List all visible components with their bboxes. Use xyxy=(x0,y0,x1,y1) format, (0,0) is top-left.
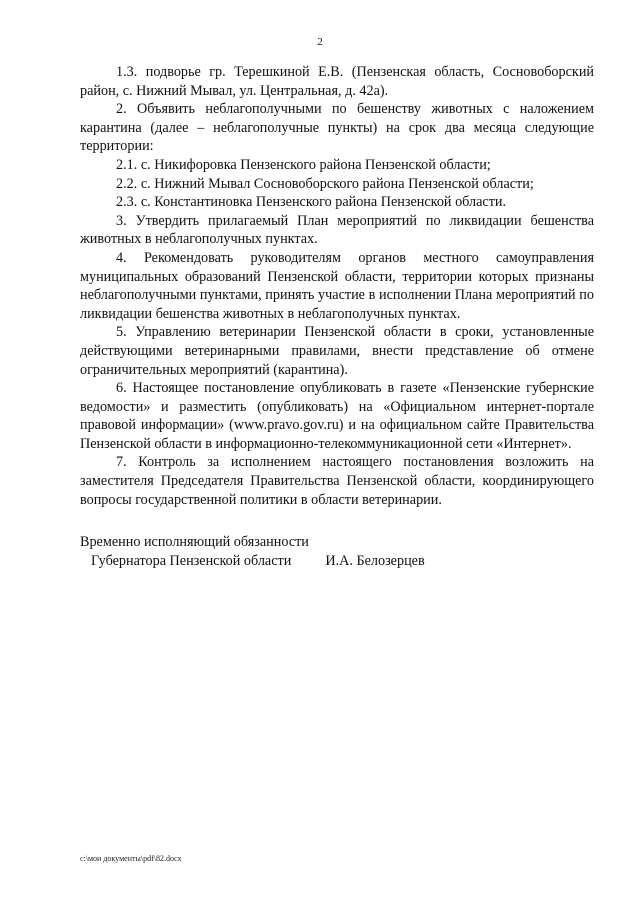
paragraph-3: 3. Утвердить прилагаемый План мероприятий по ликвидации бешенства животных в неблагополучных пунктах. xyxy=(80,212,594,248)
paragraph-7: 7. Контроль за исполнением настоящего постановления возложить на заместителя Председателя Правительства Пензенской области, координирующего вопросы государственной политики в области ветеринарии. xyxy=(80,454,594,508)
signature-position: Временно исполняющий обязанности xyxy=(80,534,309,550)
paragraph-2: 2. Объявить неблагополучными по бешенству животных с наложением карантина (далее – неблагополучные пункты) на срок два месяца следующие территории: xyxy=(80,101,594,155)
paragraph-2-2: 2.2. с. Нижний Мывал Сосновоборского района Пензенской области; xyxy=(116,175,534,192)
paragraph-6: 6. Настоящее постановление опубликовать в газете «Пензенские губернские ведомости» и разместить (опубликовать) на «Официальном интернет-портале правовой информации» (www.pravo.gov.ru) и на официальном сайте Правительства Пензенской области в информационно-телекоммуникационной сети «Интернет». xyxy=(80,380,594,452)
paragraph-4: 4. Рекомендовать руководителям органов местного самоуправления муниципальных образований Пензенской области, территории которых признаны неблагополучными пунктами, принять участие в исполнении Плана мероприятий по ликвидации бешенства животных в неблагополучных пунктах. xyxy=(80,249,594,322)
signature-block xyxy=(80,533,594,571)
paragraph-2-3: 2.3. с. Константиновка Пензенского района Пензенской области. xyxy=(116,194,507,211)
paragraph-1-3: 1.3. подворье гр. Терешкиной Е.В. (Пензенская область, Сосновоборский район, с. Нижний Мывал, ул. Центральная, д. 42а). xyxy=(80,64,594,99)
signature-title: Губернатора Пензенской области xyxy=(91,553,292,569)
signature-title-line xyxy=(80,552,594,571)
footer-file-path: c:\мои документы\pdf\82.docx xyxy=(80,854,182,863)
paragraph-2-1: 2.1. с. Никифоровка Пензенского района Пензенской области; xyxy=(116,156,491,173)
document-body xyxy=(80,63,594,509)
page-number: 2 xyxy=(317,36,323,48)
signatory-name: И.А. Белозерцев xyxy=(325,553,425,569)
paragraph-5: 5. Управлению ветеринарии Пензенской области в сроки, установленные действующими ветеринарными правилами, внести представление об отмене ограничительных мероприятий (карантина). xyxy=(80,324,594,378)
